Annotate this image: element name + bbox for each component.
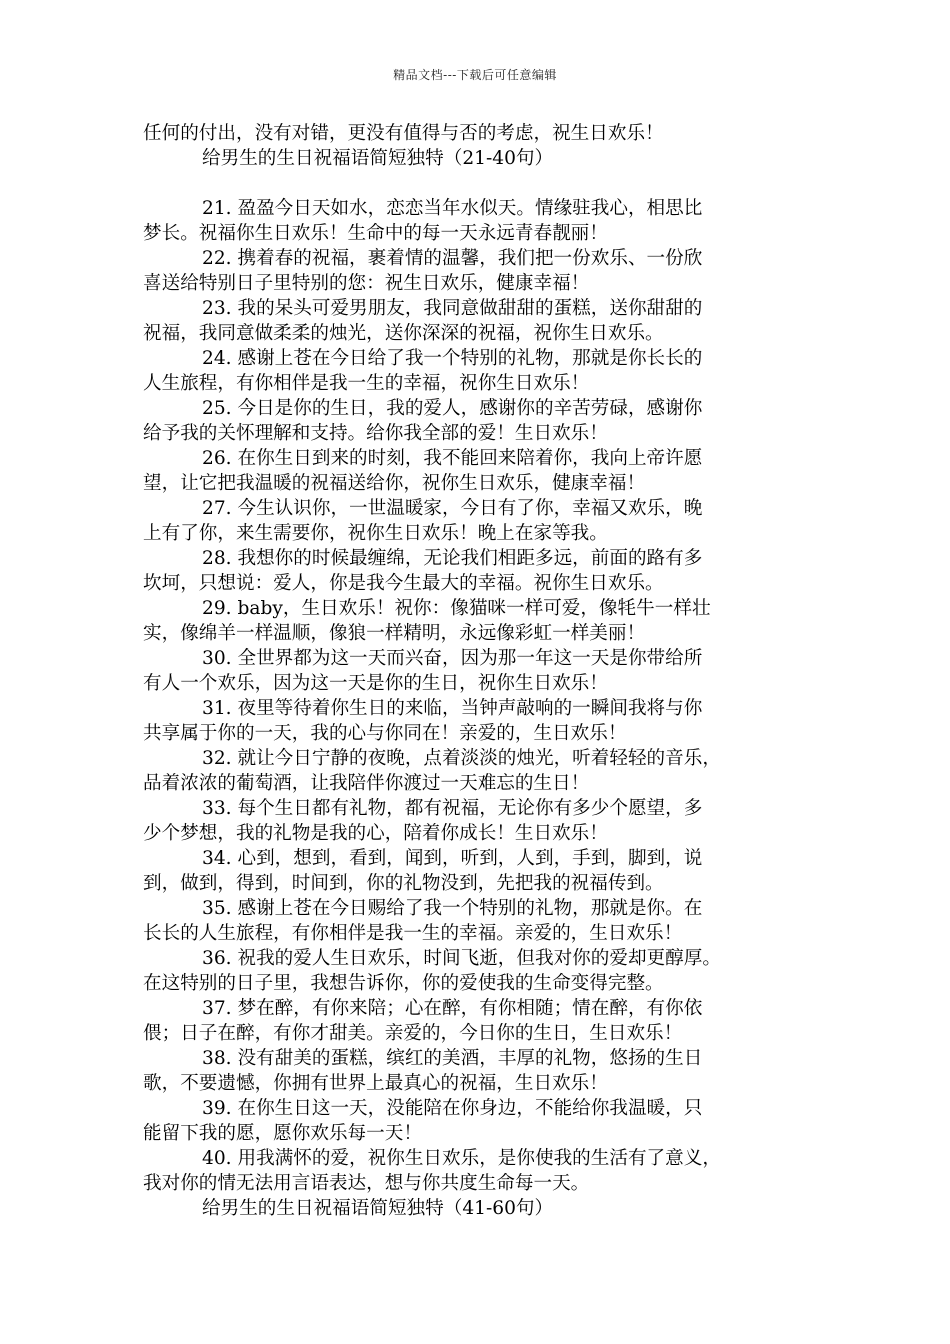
wish-line-second: 实，像绵羊一样温顺，像狼一样精明，永远像彩虹一样美丽！ <box>143 623 646 644</box>
section-title: 给男生的生日祝福语简短独特（21-40句） <box>202 148 554 169</box>
wish-item <box>143 596 815 646</box>
wish-line-second: 有人一个欢乐，因为这一天是你的生日，祝你生日欢乐！ <box>143 673 608 694</box>
wish-line-second: 梦长。祝福你生日欢乐！生命中的每一天永远青春靓丽！ <box>143 223 608 244</box>
wish-line-second: 偎；日子在醉，有你才甜美。亲爱的，今日你的生日，生日欢乐！ <box>143 1023 683 1044</box>
wish-line-first: 38. 没有甜美的蛋糕，缤红的美酒，丰厚的礼物，悠扬的生日 <box>202 1048 703 1069</box>
wish-item <box>143 696 815 746</box>
wish-line-second: 给予我的关怀理解和支持。给你我全部的爱！生日欢乐！ <box>143 423 608 444</box>
wish-line-first: 27. 今生认识你，一世温暖家，今日有了你，幸福又欢乐，晚 <box>202 498 703 519</box>
wish-line-first: 34. 心到，想到，看到，闻到，听到，人到，手到，脚到，说 <box>202 848 703 869</box>
wish-line-first: 29. baby，生日欢乐！祝你：像猫咪一样可爱，像牦牛一样壮 <box>202 598 711 619</box>
wish-line-first: 37. 梦在醉，有你来陪；心在醉，有你相随；情在醉，有你依 <box>202 998 703 1019</box>
wish-item <box>143 846 815 896</box>
intro-line: 任何的付出，没有对错，更没有值得与否的考虑，祝生日欢乐！ <box>143 123 664 144</box>
wish-item <box>143 496 815 546</box>
wish-line-first: 31. 夜里等待着你生日的来临，当钟声敲响的一瞬间我将与你 <box>202 698 703 719</box>
wish-item <box>143 646 815 696</box>
wish-item <box>143 246 815 296</box>
wish-line-second: 歌，不要遗憾，你拥有世界上最真心的祝福，生日欢乐！ <box>143 1073 608 1094</box>
wish-item <box>143 946 815 996</box>
wish-line-second: 在这特别的日子里，我想告诉你，你的爱使我的生命变得完整。 <box>143 973 664 994</box>
wish-item <box>143 296 815 346</box>
wish-line-first: 26. 在你生日到来的时刻，我不能回来陪着你，我向上帝许愿 <box>202 448 703 469</box>
wish-line-second: 到，做到，得到，时间到，你的礼物没到，先把我的祝福传到。 <box>143 873 664 894</box>
wish-item <box>143 746 815 796</box>
wish-line-second: 我对你的情无法用言语表达，想与你共度生命每一天。 <box>143 1173 590 1194</box>
wish-line-second: 上有了你，来生需要你，祝你生日欢乐！晚上在家等我。 <box>143 523 608 544</box>
wish-item <box>143 796 815 846</box>
document-body <box>143 121 815 1221</box>
wish-line-first: 23. 我的呆头可爱男朋友，我同意做甜甜的蛋糕，送你甜甜的 <box>202 298 703 319</box>
wish-line-first: 21. 盈盈今日天如水，恋恋当年水似天。情缘驻我心，相思比 <box>202 198 703 219</box>
wish-line-second: 人生旅程，有你相伴是我一生的幸福，祝你生日欢乐！ <box>143 373 590 394</box>
wish-line-first: 36. 祝我的爱人生日欢乐，时间飞逝，但我对你的爱却更醇厚。 <box>202 948 721 969</box>
wish-line-first: 22. 携着春的祝福，裹着情的温馨，我们把一份欢乐、一份欣 <box>202 248 703 269</box>
wish-line-second: 品着浓浓的葡萄酒，让我陪伴你渡过一天难忘的生日！ <box>143 773 590 794</box>
wish-item <box>143 346 815 396</box>
wish-line-first: 24. 感谢上苍在今日给了我一个特别的礼物，那就是你长长的 <box>202 348 703 369</box>
wish-line-second: 望，让它把我温暖的祝福送给你，祝你生日欢乐，健康幸福！ <box>143 473 646 494</box>
wish-line-first: 25. 今日是你的生日，我的爱人，感谢你的辛苦劳碌，感谢你 <box>202 398 703 419</box>
section-title-next: 给男生的生日祝福语简短独特（41-60句） <box>202 1198 554 1219</box>
wish-item <box>143 196 815 246</box>
page-header: 精品文档---下载后可任意编辑 <box>393 68 557 82</box>
wish-line-second: 长长的人生旅程，有你相伴是我一生的幸福。亲爱的，生日欢乐！ <box>143 923 683 944</box>
wish-item <box>143 546 815 596</box>
wish-line-second: 祝福，我同意做柔柔的烛光，送你深深的祝福，祝你生日欢乐。 <box>143 323 664 344</box>
wish-item <box>143 1146 815 1196</box>
wish-line-second: 坎坷，只想说：爱人，你是我今生最大的幸福。祝你生日欢乐。 <box>143 573 664 594</box>
wish-line-second: 喜送给特别日子里特别的您：祝生日欢乐，健康幸福！ <box>143 273 590 294</box>
spacer <box>143 171 815 196</box>
wish-line-first: 35. 感谢上苍在今日赐给了我一个特别的礼物，那就是你。在 <box>202 898 703 919</box>
wish-line-first: 39. 在你生日这一天，没能陪在你身边，不能给你我温暖，只 <box>202 1098 703 1119</box>
wish-line-second: 共享属于你的一天，我的心与你同在！亲爱的，生日欢乐！ <box>143 723 627 744</box>
wish-line-second: 少个梦想，我的礼物是我的心，陪着你成长！生日欢乐！ <box>143 823 608 844</box>
wish-line-first: 30. 全世界都为这一天而兴奋，因为那一年这一天是你带给所 <box>202 648 703 669</box>
wish-item <box>143 446 815 496</box>
wish-line-second: 能留下我的愿，愿你欢乐每一天！ <box>143 1123 422 1144</box>
wish-item <box>143 996 815 1046</box>
wish-list <box>143 196 815 1196</box>
wish-item <box>143 396 815 446</box>
wish-line-first: 32. 就让今日宁静的夜晚，点着淡淡的烛光，听着轻轻的音乐， <box>202 748 721 769</box>
wish-line-first: 40. 用我满怀的爱，祝你生日欢乐，是你使我的生活有了意义， <box>202 1148 721 1169</box>
wish-line-first: 33. 每个生日都有礼物，都有祝福，无论你有多少个愿望，多 <box>202 798 703 819</box>
wish-item <box>143 896 815 946</box>
wish-item <box>143 1046 815 1096</box>
wish-line-first: 28. 我想你的时候最缠绵，无论我们相距多远，前面的路有多 <box>202 548 703 569</box>
wish-item <box>143 1096 815 1146</box>
